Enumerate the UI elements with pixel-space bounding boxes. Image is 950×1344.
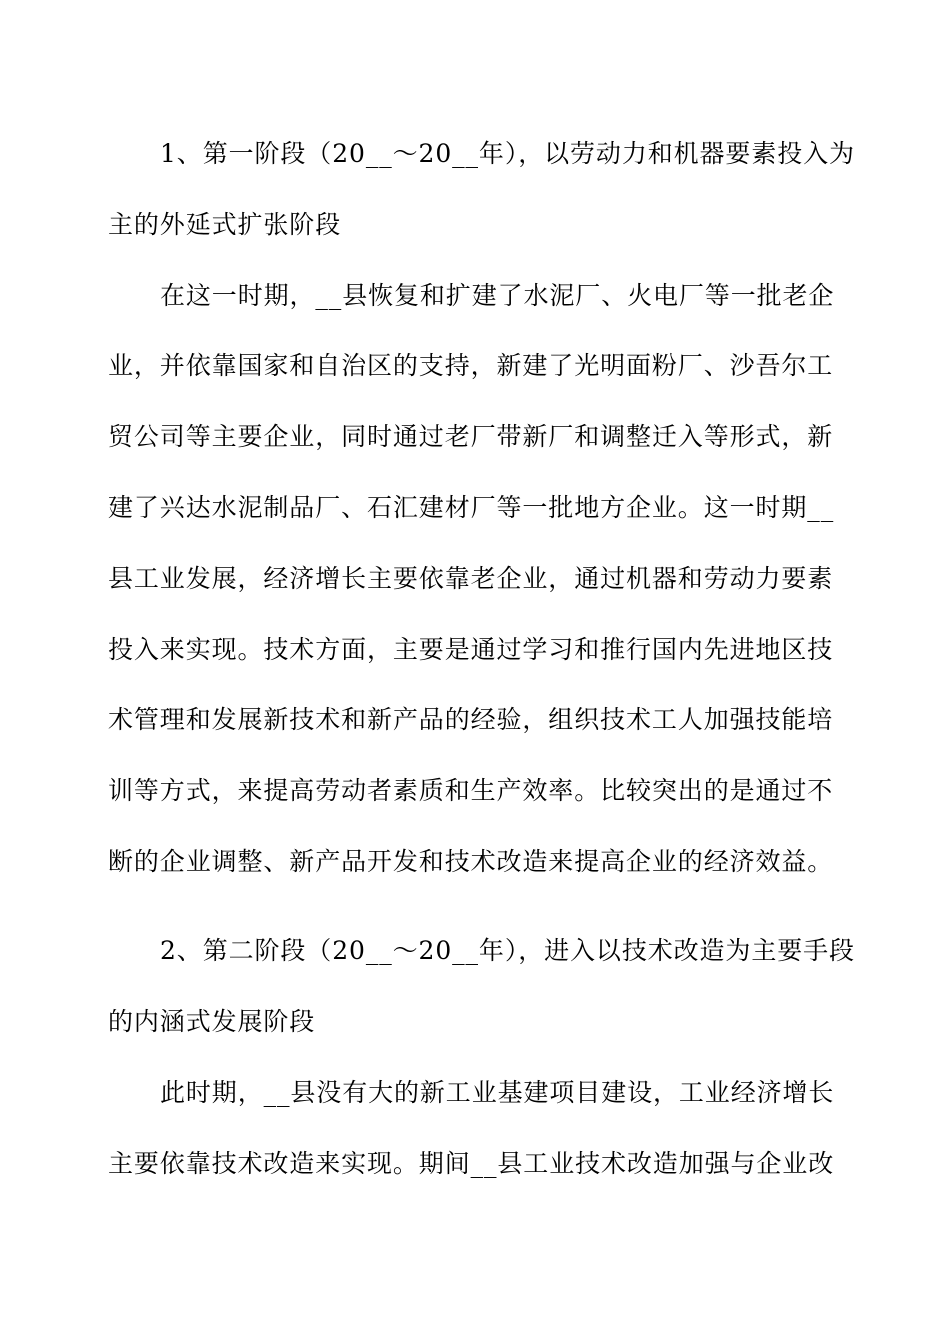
paragraph-stage-1-line-7: 术管理和发展新技术和新产品的经验，组织技术工人加强技能培 bbox=[108, 705, 834, 734]
paragraph-stage-1-line-1: 在这一时期，__县恢复和扩建了水泥厂、火电厂等一批老企 bbox=[160, 281, 835, 310]
paragraph-stage-2-line-2: 主要依靠技术改造来实现。期间__县工业技术改造加强与企业改 bbox=[108, 1149, 835, 1178]
paragraph-stage-2-line-1: 此时期，__县没有大的新工业基建项目建设，工业经济增长 bbox=[160, 1078, 835, 1107]
heading-stage-1-line-1: 1、第一阶段（20__～20__年），以劳动力和机器要素投入为 bbox=[160, 139, 855, 168]
heading-stage-2-line-2: 的内涵式发展阶段 bbox=[108, 1007, 316, 1036]
paragraph-stage-1-line-4: 建了兴达水泥制品厂、石汇建材厂等一批地方企业。这一时期__ bbox=[108, 493, 835, 522]
paragraph-stage-1-line-5: 县工业发展，经济增长主要依靠老企业，通过机器和劳动力要素 bbox=[108, 564, 834, 593]
heading-stage-2-line-1: 2、第二阶段（20__～20__年），进入以技术改造为主要手段 bbox=[160, 936, 855, 965]
heading-stage-1-line-2: 主的外延式扩张阶段 bbox=[108, 210, 342, 239]
paragraph-stage-1-line-6: 投入来实现。技术方面，主要是通过学习和推行国内先进地区技 bbox=[108, 635, 834, 664]
paragraph-stage-1-line-3: 贸公司等主要企业，同时通过老厂带新厂和调整迁入等形式，新 bbox=[108, 422, 834, 451]
paragraph-stage-1-line-8: 训等方式，来提高劳动者素质和生产效率。比较突出的是通过不 bbox=[108, 776, 834, 805]
paragraph-stage-1-line-2: 业，并依靠国家和自治区的支持，新建了光明面粉厂、沙吾尔工 bbox=[108, 351, 834, 380]
paragraph-stage-1-line-9: 断的企业调整、新产品开发和技术改造来提高企业的经济效益。 bbox=[108, 847, 834, 876]
